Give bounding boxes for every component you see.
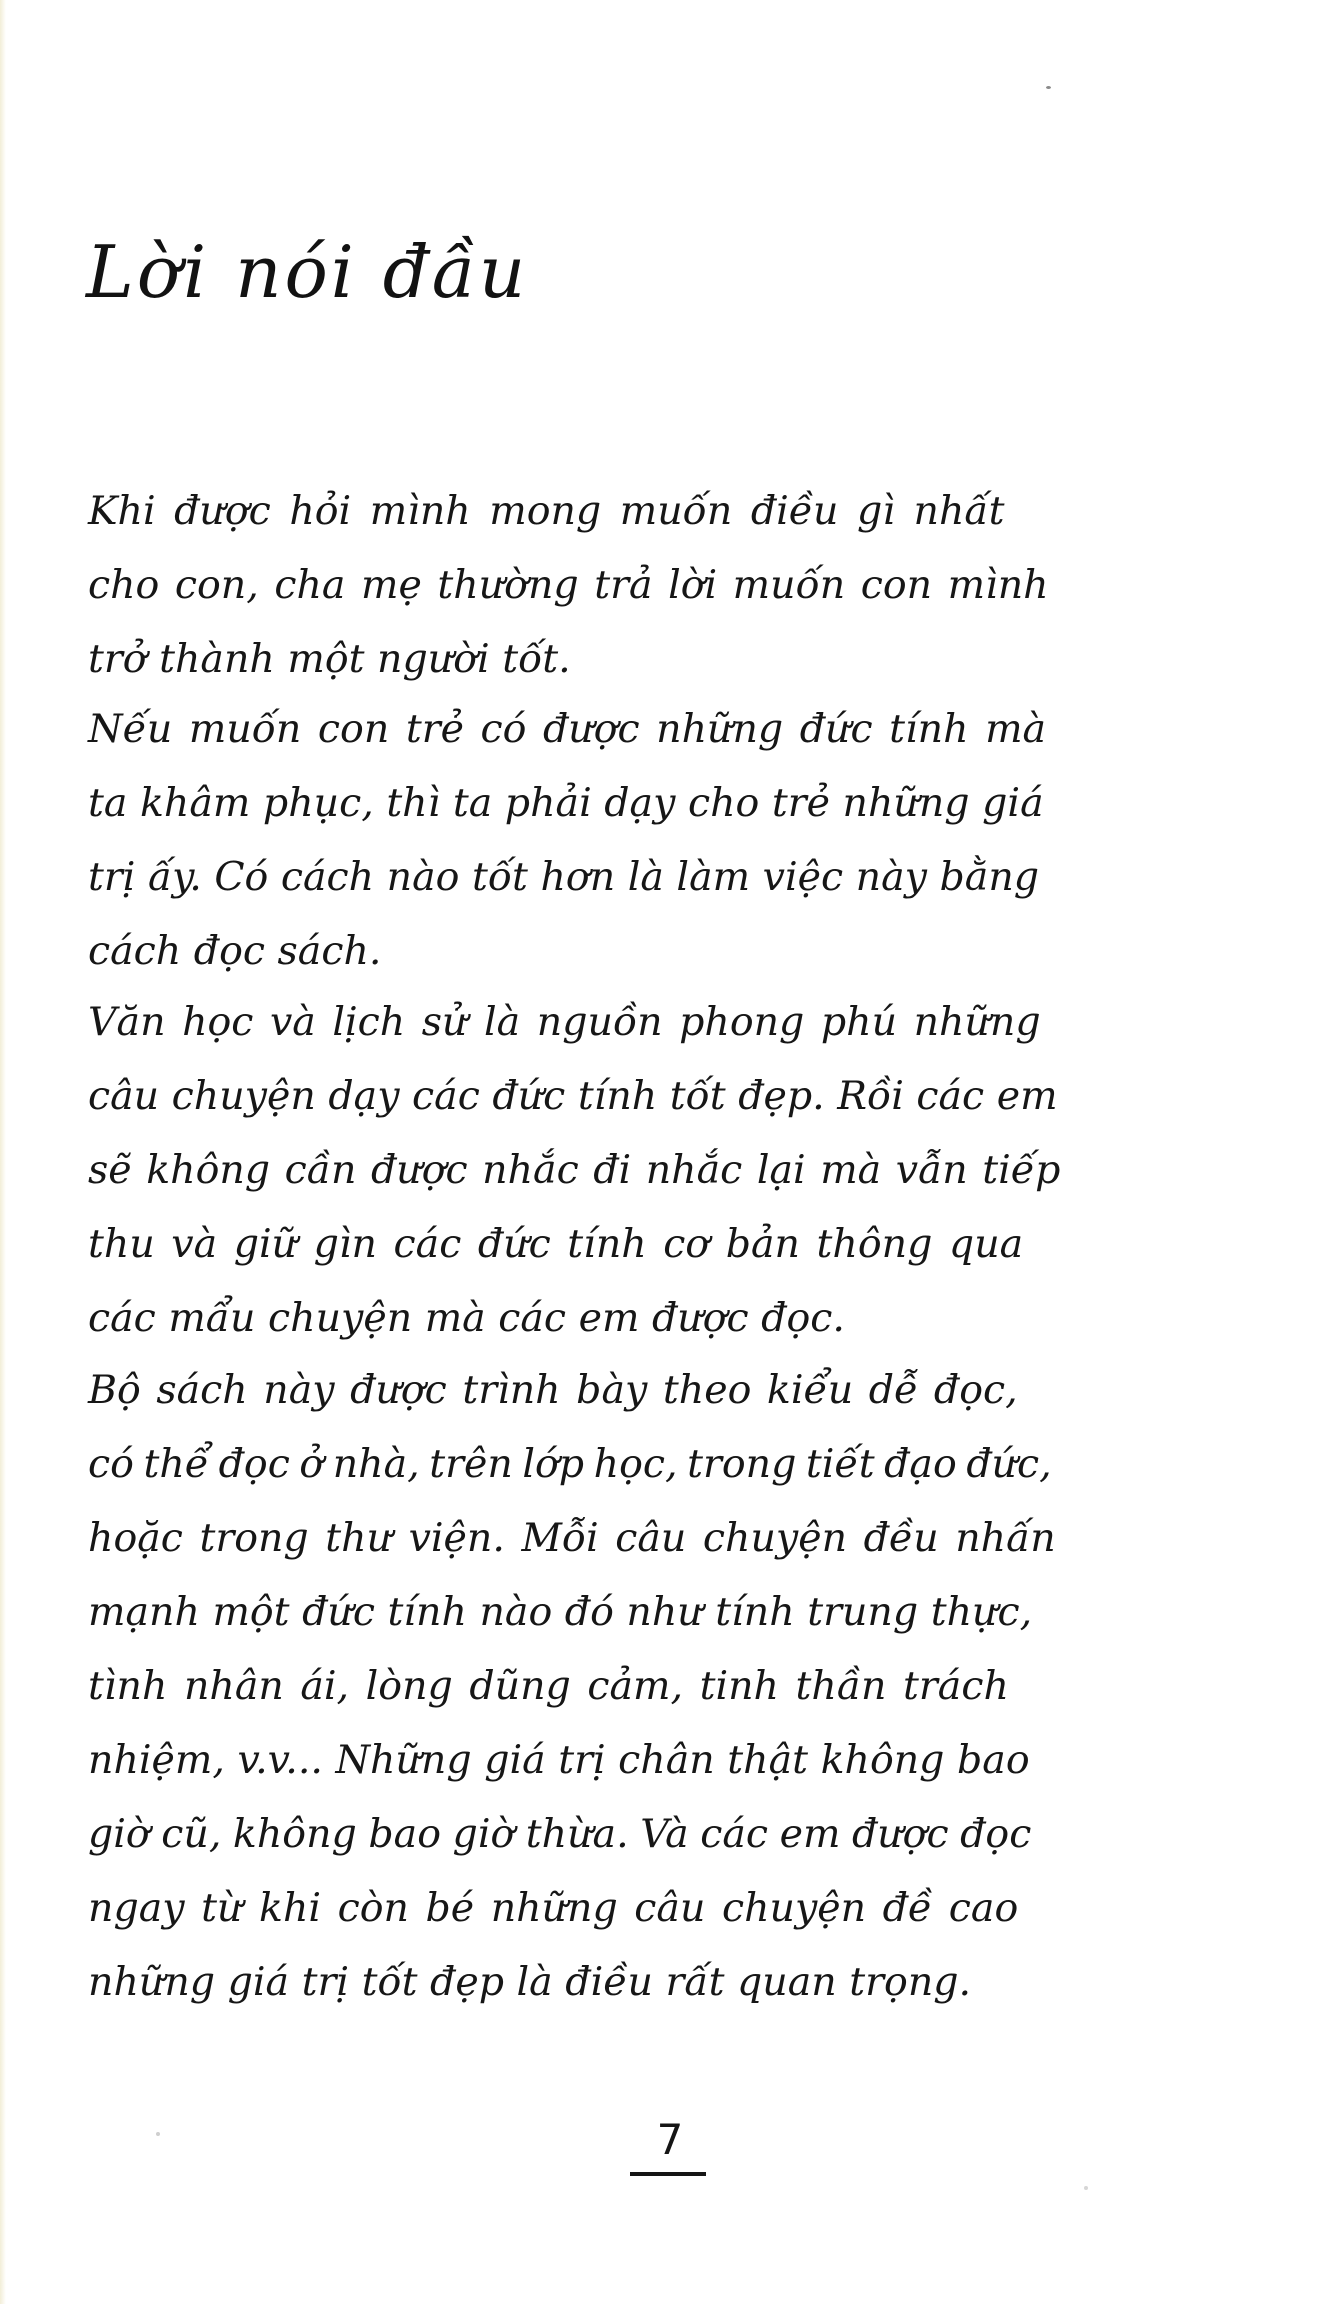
text-line: cách đọc sách. — [88, 928, 382, 974]
text-line: trị ấy. Có cách nào tốt hơn là làm việc này bằng — [88, 854, 1040, 900]
text-line: Văn học và lịch sử là nguồn phong phú những — [88, 999, 1041, 1045]
text-line: Nếu muốn con trẻ có được những đức tính mà — [88, 706, 1047, 752]
text-line: Bộ sách này được trình bày theo kiểu dễ đọc, — [88, 1367, 1018, 1413]
text-line: hoặc trong thư viện. Mỗi câu chuyện đều nhấn — [88, 1515, 1056, 1561]
text-line: các mẩu chuyện mà các em được đọc. — [88, 1295, 845, 1341]
paragraph-4 — [88, 1353, 1268, 2019]
text-line: sẽ không cần được nhắc đi nhắc lại mà vẫn tiếp — [88, 1147, 1061, 1193]
text-line: những giá trị tốt đẹp là điều rất quan trọng. — [88, 1959, 972, 2005]
text-line: thu và giữ gìn các đức tính cơ bản thông qua — [88, 1221, 1024, 1267]
text-line: ngay từ khi còn bé những câu chuyện đề cao — [88, 1885, 1019, 1931]
page-edge-shadow — [0, 0, 6, 2304]
text-line: câu chuyện dạy các đức tính tốt đẹp. Rồi các em — [88, 1073, 1058, 1119]
paragraph-3 — [88, 985, 1268, 1355]
ink-speck — [1046, 86, 1051, 89]
text-line: ta khâm phục, thì ta phải dạy cho trẻ những giá — [88, 780, 1044, 826]
text-line: Khi được hỏi mình mong muốn điều gì nhất — [88, 488, 1005, 534]
text-line: trở thành một người tốt. — [88, 636, 571, 682]
paragraph-1 — [88, 474, 1268, 696]
page-number: 7 — [656, 2115, 684, 2164]
text-line: tình nhân ái, lòng dũng cảm, tinh thần trách — [88, 1663, 1009, 1709]
ink-speck — [1084, 2186, 1088, 2190]
page-number-underline — [630, 2172, 706, 2176]
text-line: giờ cũ, không bao giờ thừa. Và các em được đọc — [88, 1811, 1032, 1857]
paragraph-2 — [88, 692, 1268, 988]
ink-speck — [156, 2132, 160, 2136]
text-line: có thể đọc ở nhà, trên lớp học, trong tiết đạo đức, — [88, 1441, 1052, 1487]
chapter-title: Lời nói đầu — [86, 230, 529, 314]
text-line: nhiệm, v.v... Những giá trị chân thật không bao — [88, 1737, 1030, 1783]
text-line: mạnh một đức tính nào đó như tính trung thực, — [88, 1589, 1033, 1635]
text-line: cho con, cha mẹ thường trả lời muốn con mình — [88, 562, 1049, 608]
